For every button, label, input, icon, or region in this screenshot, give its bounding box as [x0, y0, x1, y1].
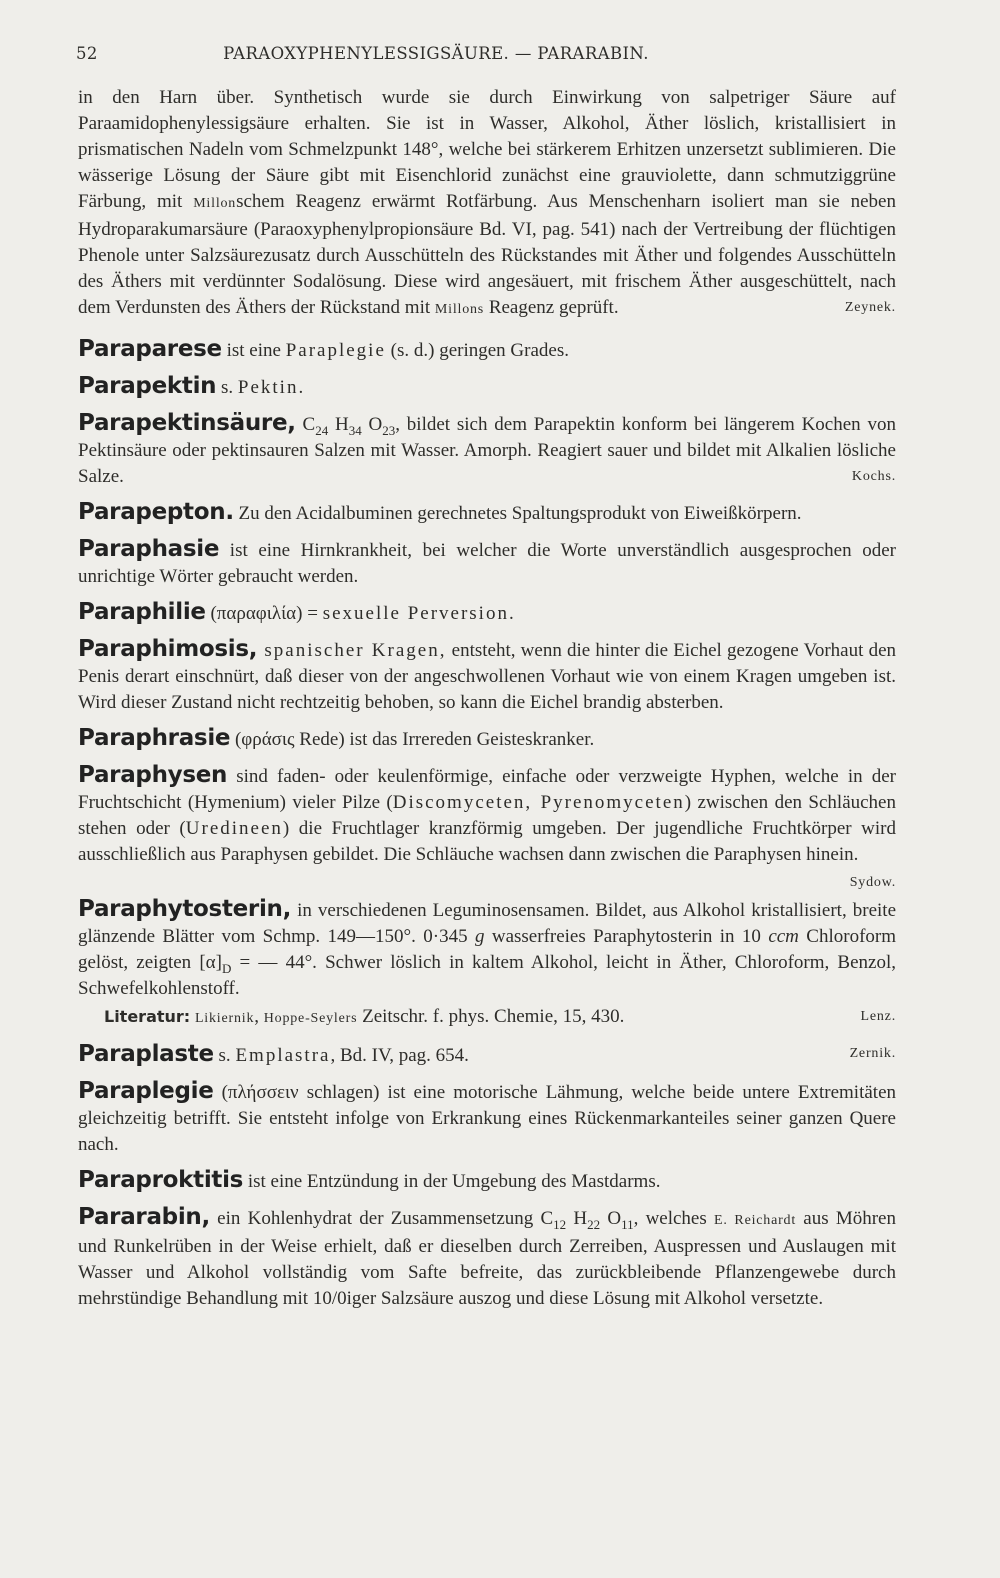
literature-label: Literatur: [104, 1007, 191, 1026]
headword: Paraphasie [78, 536, 220, 562]
entry-paraphasie: Paraphasie ist eine Hirnkrankheit, bei welcher die Worte unverständlich ausgesprochen oder unrichtige Wörter gebraucht werden. [78, 536, 896, 587]
headword: Parapektin [78, 373, 217, 399]
headword: Paraphysen [78, 762, 228, 788]
entry-parapektin: Parapektin s. Pektin. [78, 373, 306, 399]
entry-parapektinsaeure: Parapektinsäure, $C_{24}$ $H_{34}$ $O_{23}$, bildet sich dem Parapektin konform bei längerem Kochen von Pektinsäure oder pektinsauren Salzen mit Wasser. Amorph. Reagiert sauer und bildet mit Alkalien lösliche Salze. Kochs. [78, 410, 896, 490]
entry-paraplaste: Paraplaste s. Emplastra, Bd. IV, pag. 654. Zernik. [78, 1041, 896, 1067]
author-signature: Sydow. [849, 875, 896, 890]
entry-paraphrasie: Paraphrasie (φράσις Rede) ist das Irrereden Geisteskranker. [78, 725, 595, 751]
entry-paraphilie: Paraphilie (παραφιλία) = sexuelle Perversion. [78, 599, 516, 625]
author-signature: Zeynek. [844, 300, 896, 315]
entry-paraphytosterin: Paraphytosterin, in verschiedenen Leguminosensamen. Bildet, aus Alkohol kristallisiert, breite glänzende Blätter vom Schmp. 149—150°. 0·345 g wasserfreies Paraphytosterin in 10 ccm Chloroform gelöst, zeigten $[\alpha]_D$ = — 44°. Schwer löslich in kaltem Alkohol, leicht in Äther, Chloroform, Benzol, Schwefelkohlenstoff. [78, 896, 896, 999]
entry-paraphimosis: Paraphimosis, spanischer Kragen, entsteht, wenn die hinter die Eichel gezogene Vorhaut den Penis derart einschnürt, daß dieser von der angeschwollenen Vorhaut wie von einem Kragen umgeben ist. Wird dieser Zustand nicht rechtzeitig behoben, so kann die Eichel brandig absterben. [78, 636, 897, 713]
headword: Parapepton. [78, 499, 234, 525]
headword: Parapektinsäure, [78, 410, 296, 436]
headword: Paraphilie [78, 599, 206, 625]
page-number: 52 [76, 44, 98, 63]
page-title: PARAOXYPHENYLESSIGSÄURE. — PARARABIN. [223, 44, 649, 63]
headword: Paraphytosterin, [78, 896, 292, 922]
entry-paraphysen: Paraphysen sind faden- oder keulenförmige, einfache oder verzweigte Hyphen, welche in der Fruchtschicht (Hymenium) vieler Pilze (Discomyceten, Pyrenomyceten) zwischen den Schläuchen stehen oder (Uredineen) die Fruchtlager kranzförmig umgeben. Der jugendliche Fruchtkörper wird ausschließlich aus Paraphysen gebildet. Die Schläuche wachsen dann zwischen die Paraphysen hinein. [78, 762, 896, 865]
headword: Paraparese [78, 336, 222, 362]
headword: Paraplegie [78, 1078, 214, 1104]
headword: Paraphimosis, [78, 636, 258, 662]
headword: Pararabin, [78, 1204, 210, 1230]
continuation-paragraph: in den Harn über. Synthetisch wurde sie durch Einwirkung von salpetriger Säure auf Paraamidophenylessigsäure erhalten. Sie ist in Wasser, Alkohol, Äther löslich, kristallisiert in prismatischen Nadeln vom Schmelzpunkt 148°, welche bei stärkerem Erhitzen unzersetzt sublimieren. Die wässerige Lösung der Säure gibt mit Eisenchlorid zunächst eine grauviolette, dann schmutziggrüne Färbung, mit Millonschem Reagenz erwärmt Rotfärbung. Aus Menschenharn isoliert man sie neben Hydroparakumarsäure (Paraoxyphenylpropionsäure Bd. VI, pag. 541) nach der Vertreibung der flüchtigen Phenole unter Salzsäurezusatz durch Ausschütteln des Rückstandes mit Äther und folgendes Ausschütteln des Äthers mit verdünnter Sodalösung. Diese wird angesäuert, mit frischem Äther ausgeschüttelt, nach dem Verdunsten des Äthers der Rückstand mit Millons Reagenz geprüft. Zeynek. [78, 85, 896, 323]
author-signature: Kochs. [851, 469, 896, 484]
entry-pararabin: Pararabin, ein Kohlenhydrat der Zusammensetzung $C_{12}$ $H_{22}$ $O_{11}$, welches E. Reichardt aus Möhren und Runkelrüben in der Weise erhielt, daß er dieselben durch Zerreiben, Auspressen und Auslaugen mit Wasser und Alkohol vollständig vom Safte befreite, das zurückbleibende Pflanzengewebe durch mehrstündige Behandlung mit 10/0iger Salzsäure auszog und diese Lösung mit Alkohol versetzte. [78, 1204, 896, 1309]
headword: Paraphrasie [78, 725, 231, 751]
author-signature: Zernik. [849, 1046, 896, 1061]
headword: Paraplaste [78, 1041, 214, 1067]
literature-line: Literatur: Likiernik, Hoppe-Seylers Zeitschr. f. phys. Chemie, 15, 430. Lenz. [78, 1004, 896, 1032]
entry-paraparese: Paraparese ist eine Paraplegie (s. d.) geringen Grades. [78, 336, 569, 362]
article-text [78, 85, 896, 1321]
entry-parapepton: Parapepton. Zu den Acidalbuminen gerechnetes Spaltungsprodukt von Eiweißkörpern. [78, 499, 802, 525]
author-signature: Lenz. [860, 1009, 896, 1024]
entry-paraproktitis: Paraproktitis ist eine Entzündung in der Umgebung des Mastdarms. [78, 1167, 661, 1193]
headword: Paraproktitis [78, 1167, 244, 1193]
entry-paraplegie: Paraplegie (πλήσσειν schlagen) ist eine motorische Lähmung, welche beide untere Extremitäten gleichzeitig betrifft. Sie entsteht infolge von Erkrankung eines Rückenmarkanteiles seiner ganzen Quere nach. [78, 1078, 896, 1155]
